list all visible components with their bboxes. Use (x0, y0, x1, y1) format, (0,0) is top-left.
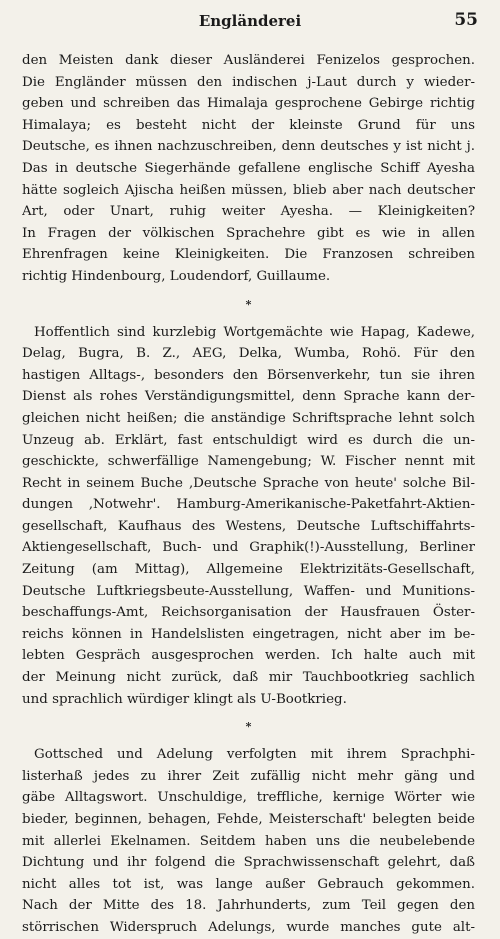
section-separator: * (245, 720, 252, 734)
text-line: Himalaya; es besteht nicht der kleinste Grund für uns (22, 117, 475, 133)
text-line: lebten Gespräch ausgesprochen werden. Ich halte auch mit (22, 648, 475, 664)
text-line: dungen ‚Notwehr'. Hamburg-Amerikanische-Paketfahrt-Aktien- (22, 497, 475, 513)
paragraph-3 (22, 744, 475, 938)
text-line: beschaffungs-Amt, Reichsorganisation der Hausfrauen Öster- (22, 605, 475, 621)
text-line: der Meinung nicht zurück, daß mir Tauchbootkrieg sachlich (22, 670, 475, 686)
text-line: bieder, beginnen, behagen, Fehde, Meisterschaft' belegten beide (22, 812, 475, 827)
text-line: In Fragen der völkischen Sprachehre gibt es wie in allen (22, 225, 475, 241)
text-line: Das in deutsche Siegerhände gefallene englische Schiff Ayesha (22, 160, 475, 176)
text-line: Unzeug ab. Erklärt, fast entschuldigt wird es durch die un- (22, 432, 475, 448)
text-line: störrischen Widerspruch Adelungs, wurde manches gute alt- (22, 919, 475, 935)
page-body (22, 50, 475, 939)
text-line: gäbe Alltagswort. Unschuldige, treffliche, kernige Wörter wie (22, 790, 475, 806)
running-head: Engländerei (198, 12, 302, 30)
text-line: und sprachlich würdiger klingt als U-Bootkrieg. (22, 691, 347, 707)
section-separator: * (245, 297, 252, 311)
text-line: Gottsched und Adelung verfolgten mit ihrem Sprachphi- (34, 747, 475, 763)
text-line: Dichtung und ihr folgend die Sprachwissenschaft gelehrt, daß (22, 855, 475, 871)
text-line: gesellschaft, Kaufhaus des Westens, Deutsche Luftschiffahrts- (22, 518, 475, 534)
text-line: hastigen Alltags-, besonders den Börsenverkehr, tun sie ihren (22, 367, 475, 383)
page-number: 55 (454, 10, 478, 30)
text-line: Delag, Bugra, B. Z., AEG, Delka, Wumba, Rohö. Für den (22, 346, 475, 362)
text-line: geben und schreiben das Himalaja gesprochene Gebirge richtig (22, 96, 475, 112)
text-line: Die Engländer müssen den indischen j-Laut durch y wieder- (22, 74, 475, 90)
text-line: hätte sogleich Ajischa heißen müssen, blieb aber nach deutscher (22, 182, 475, 198)
text-line: richtig Hindenbourg, Loudendorf, Guillaume. (22, 268, 331, 284)
text-line: Deutsche Luftkriegsbeute-Ausstellung, Waffen- und Munitions- (22, 583, 475, 599)
text-line: reichs können in Handelslisten eingetragen, nicht aber im be- (22, 626, 475, 642)
text-line: Dienst als rohes Verständigungsmittel, denn Sprache kann der- (22, 389, 475, 405)
text-line: Art, oder Unart, ruhig weiter Ayesha. — Kleinigkeiten? (22, 204, 475, 220)
text-line: mit allerlei Ekelnamen. Seitdem haben uns die neubelebende (22, 833, 475, 849)
paragraph-2 (22, 322, 475, 711)
text-line: Aktiengesellschaft, Buch- und Graphik(!)-Ausstellung, Berliner (22, 540, 475, 556)
text-line: Nach der Mitte des 18. Jahrhunderts, zum Teil gegen den (22, 898, 475, 914)
text-line: den Meisten dank dieser Ausländerei Fenizelos gesprochen. (22, 53, 475, 68)
text-line: Ehrenfragen keine Kleinigkeiten. Die Franzosen schreiben (22, 247, 475, 263)
page-header (0, 0, 500, 40)
paragraph-1 (22, 50, 475, 288)
text-line: geschickte, schwerfällige Namengebung; W. Fischer nennt mit (22, 454, 475, 470)
text-line: Hoffentlich sind kurzlebig Wortgemächte wie Hapag, Kadewe, (34, 324, 475, 340)
text-line: gleichen nicht heißen; die anständige Schriftsprache lehnt solch (22, 410, 475, 426)
text-line: listerhaß jedes zu ihrer Zeit zufällig nicht mehr gäng und (22, 768, 475, 784)
text-line: nicht alles tot ist, was lange außer Gebrauch gekommen. (22, 876, 475, 892)
text-line: Recht in seinem Buche ‚Deutsche Sprache von heute' solche Bil- (22, 475, 475, 491)
text-line: Deutsche, es ihnen nachzuschreiben, denn deutsches y ist nicht j. (22, 139, 475, 155)
text-line: Zeitung (am Mittag), Allgemeine Elektrizitäts-Gesellschaft, (22, 562, 475, 578)
